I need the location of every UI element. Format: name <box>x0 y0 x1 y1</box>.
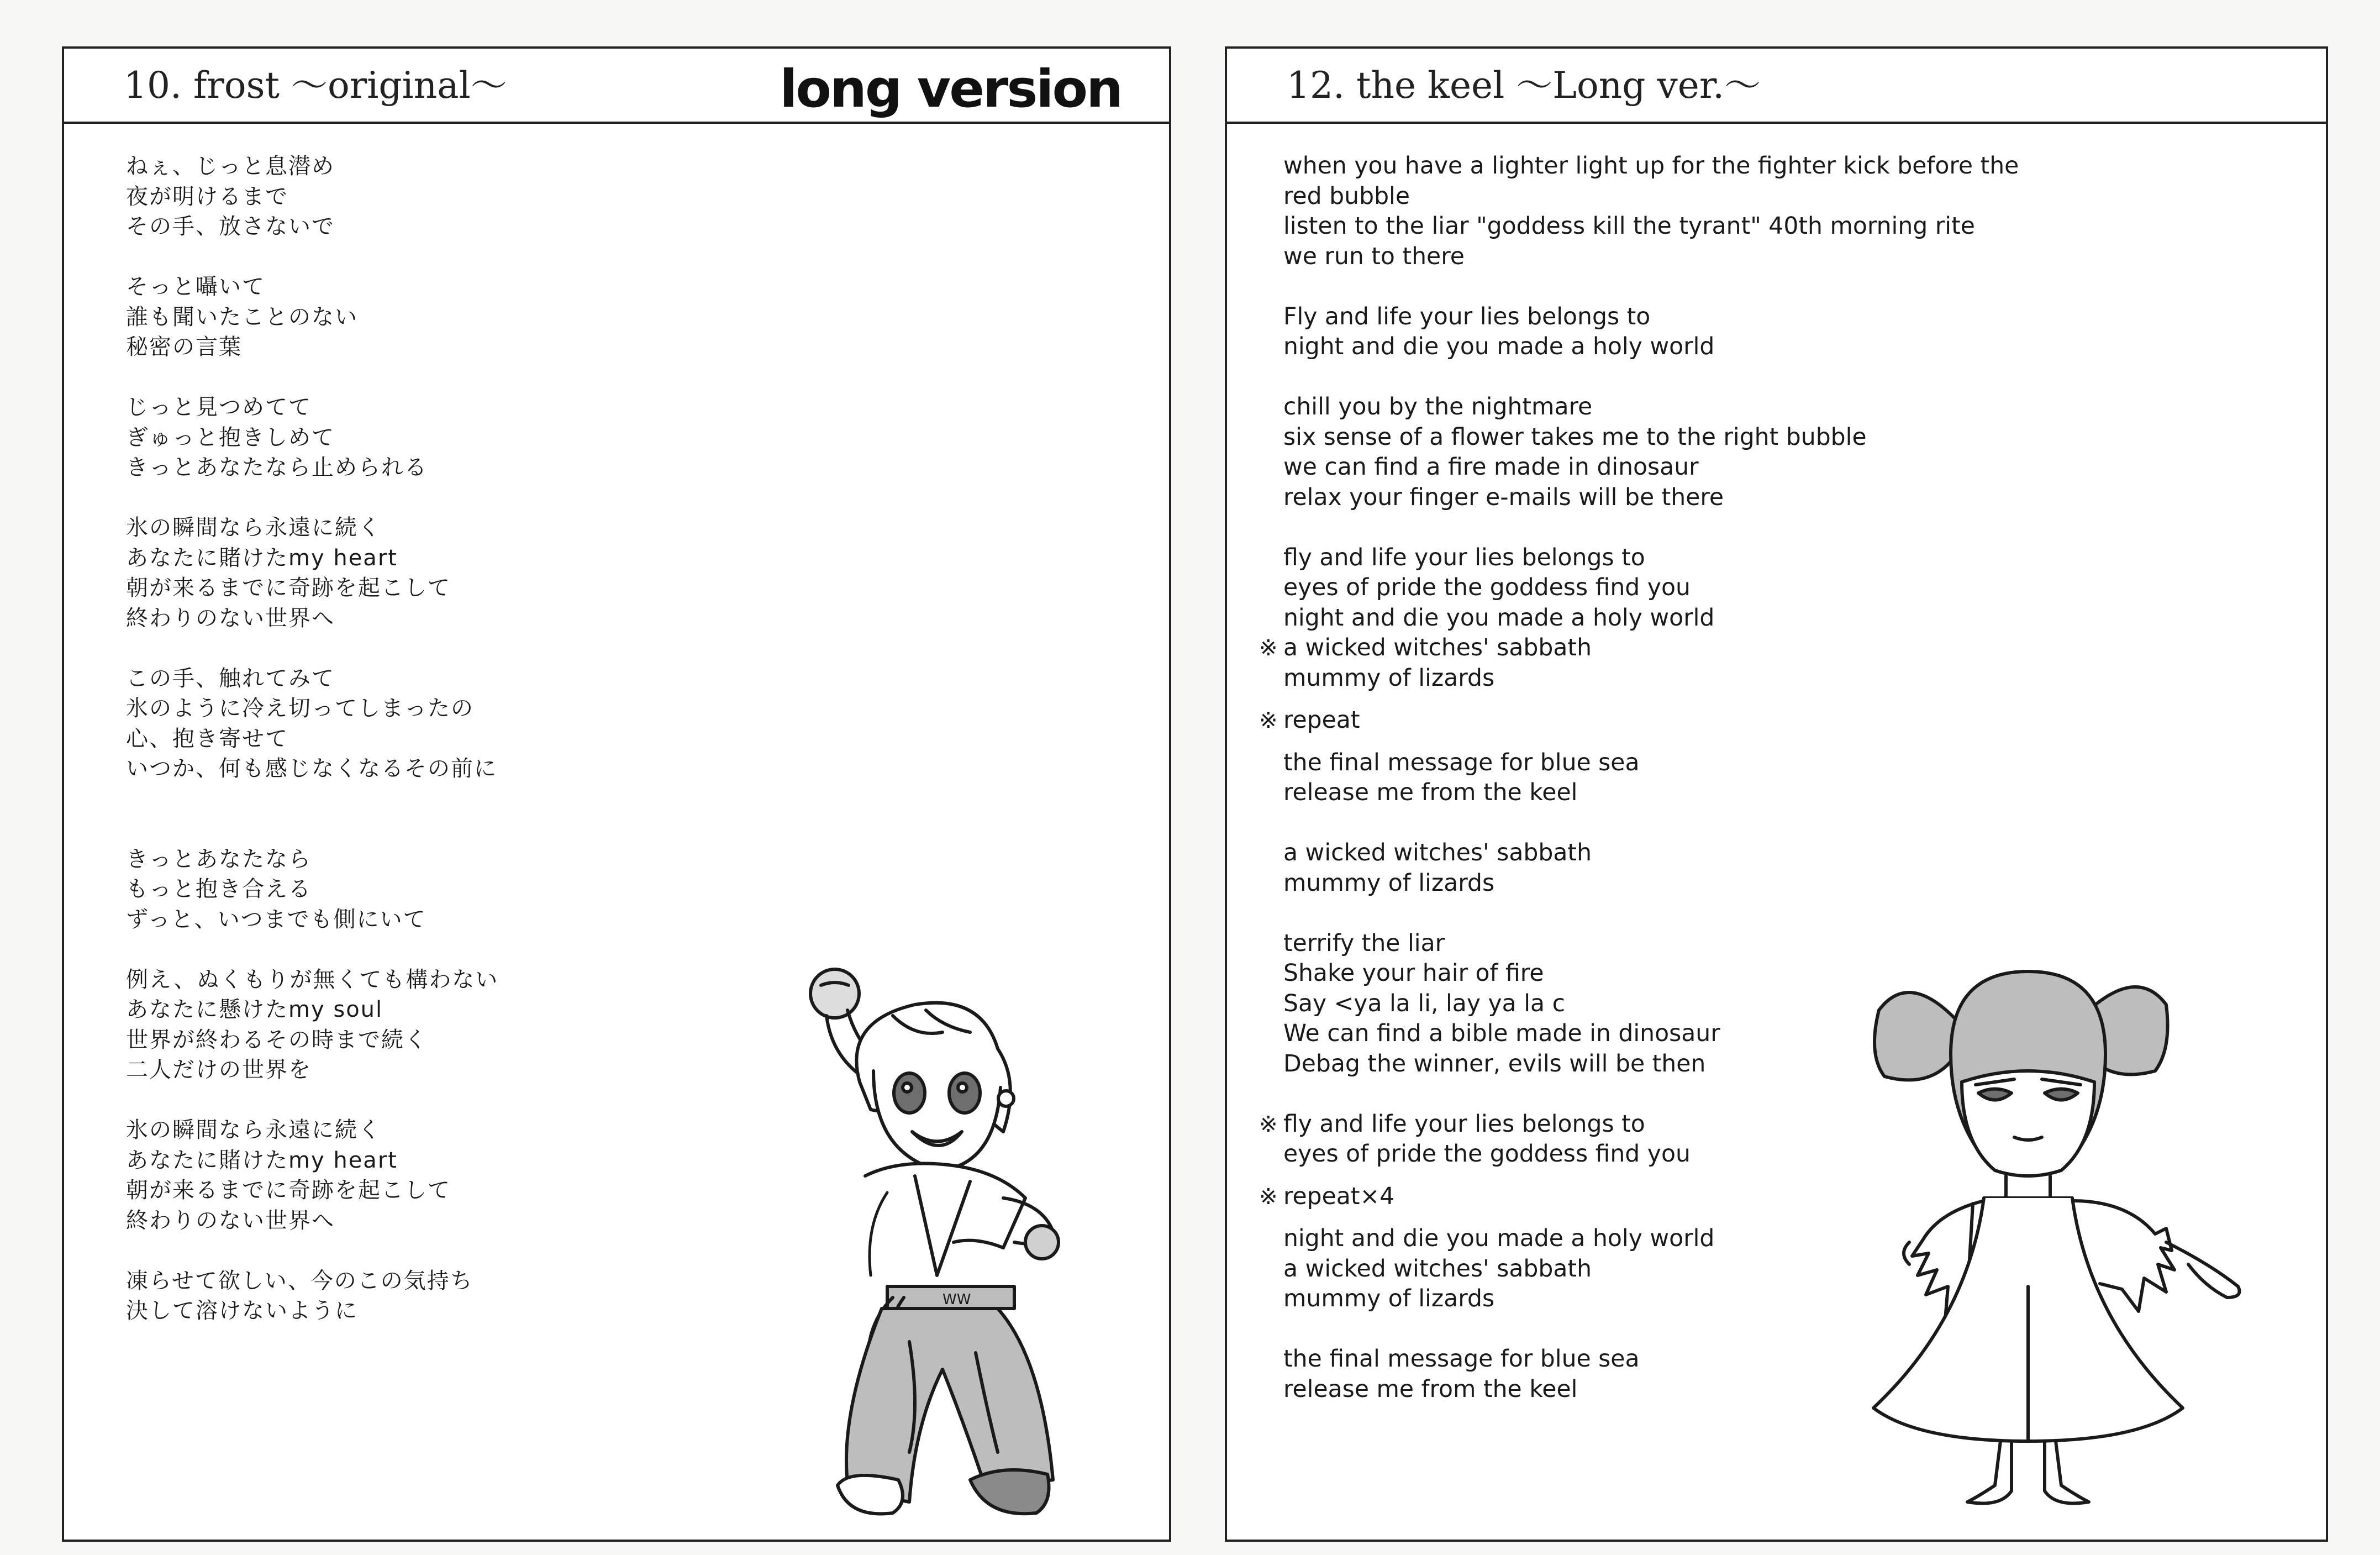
lyric-line: いつか、何も感じなくなるその前に <box>126 756 497 781</box>
lyric-text: night and die you made a holy world <box>1283 1225 1715 1252</box>
lyric-line <box>1283 212 2019 242</box>
lyric-stanza <box>126 1266 498 1326</box>
lyric-stanza <box>126 513 498 633</box>
lyric-stanza <box>1283 748 2019 808</box>
girl-character-illustration <box>1857 955 2277 1519</box>
lyric-line <box>1283 423 2019 453</box>
lyric-text: release me from the keel <box>1283 779 1578 806</box>
lyric-line <box>1283 869 2019 899</box>
lyric-line: 氷のように冷え切ってしまったの <box>126 696 474 721</box>
lyric-text: Say <ya la li, lay ya la c <box>1283 990 1565 1017</box>
reference-mark: ※ <box>1259 635 1278 661</box>
lyric-line: ねぇ、じっと息潜め <box>126 154 335 179</box>
lyric-text: a wicked witches' sabbath <box>1283 839 1592 866</box>
lyric-text: Shake your hair of fire <box>1283 960 1544 987</box>
lyric-line: じっと見つめてて <box>126 395 312 420</box>
left-page-header <box>64 49 1169 124</box>
lyric-line: 朝が来るまでに奇跡を起こして <box>126 1178 451 1203</box>
lyric-line: 凍らせて欲しい、今のこの気持ち <box>126 1268 473 1294</box>
lyric-stanza <box>126 392 498 483</box>
lyric-line: 氷の瞬間なら永遠に続く <box>126 1117 381 1143</box>
lyric-line: 朝が来るまでに奇跡を起こして <box>126 575 451 601</box>
left-lyrics-page <box>62 46 1171 1542</box>
lyric-text: fly and life your lies belongs to <box>1283 544 1645 571</box>
lyric-text: when you have a lighter light up for the fighter kick before the <box>1283 153 2019 180</box>
lyric-line <box>1283 302 2019 333</box>
reference-mark: ※ <box>1259 1111 1278 1137</box>
lyric-stanza <box>1283 302 2019 363</box>
lyric-stanza <box>126 664 498 784</box>
reference-mark: ※ <box>1259 708 1278 733</box>
lyric-line <box>1283 543 2019 574</box>
lyric-line <box>1283 778 2019 808</box>
lyric-text: chill you by the nightmare <box>1283 393 1593 421</box>
lyric-line <box>1283 748 2019 779</box>
lyric-line <box>1283 664 2019 694</box>
lyric-text: eyes of pride the goddess find you <box>1283 574 1691 601</box>
lyric-text: fly and life your lies belongs to <box>1283 1110 1645 1138</box>
lyric-text: red bubble <box>1283 182 1410 210</box>
lyric-line <box>1283 603 2019 634</box>
lyric-line <box>1283 332 2019 363</box>
lyric-text: Fly and life your lies belongs to <box>1283 303 1651 330</box>
lyric-line: 秘密の言葉 <box>126 334 242 360</box>
lyric-line: 氷の瞬間なら永遠に続く <box>126 515 381 540</box>
lyric-line: ぎゅっと抱きしめて <box>126 424 335 450</box>
repeat-label: repeat×4 <box>1283 1183 1395 1210</box>
lyric-line: 世界が終わるその時まで続く <box>126 1027 428 1053</box>
lyric-line <box>1283 242 2019 272</box>
lyric-text: mummy of lizards <box>1283 664 1495 692</box>
lyric-text: a wicked witches' sabbath <box>1283 634 1592 661</box>
lyric-line: あなたに賭けたmy heart <box>126 1147 398 1173</box>
lyric-text: release me from the keel <box>1283 1375 1578 1403</box>
lyric-line <box>1283 573 2019 603</box>
lyric-text: mummy of lizards <box>1283 869 1495 897</box>
lyric-text: six sense of a flower takes me to the right bubble <box>1283 423 1867 451</box>
lyric-text: night and die you made a holy world <box>1283 604 1715 632</box>
lyric-stanza <box>126 965 498 1085</box>
lyric-line: 例え、ぬくもりが無くても構わない <box>126 966 499 992</box>
lyric-line <box>1283 929 2019 959</box>
lyric-line: 誰も聞いたことのない <box>126 304 358 330</box>
lyric-text: night and die you made a holy world <box>1283 333 1715 360</box>
lyric-line: その手、放さないで <box>126 214 335 239</box>
lyric-line: この手、触れてみて <box>126 665 335 691</box>
lyric-text: terrify the liar <box>1283 929 1445 957</box>
long-version-badge: long version <box>780 59 1121 119</box>
lyric-text: we run to there <box>1283 243 1465 270</box>
repeat-label: repeat <box>1283 707 1360 734</box>
lyric-stanza <box>1283 151 2019 272</box>
lyric-text: relax your finger e-mails will be there <box>1283 484 1724 511</box>
lyric-line <box>1283 453 2019 483</box>
lyric-line: 二人だけの世界を <box>126 1057 312 1083</box>
lyric-line <box>1283 151 2019 182</box>
boy-character-illustration <box>782 955 1092 1535</box>
lyric-line <box>1283 483 2019 513</box>
lyric-line: 終わりのない世界へ <box>126 605 335 631</box>
lyric-line: もっと抱き合える <box>126 876 312 902</box>
belt-text: WW <box>942 1291 971 1308</box>
right-lyrics-page <box>1225 46 2328 1542</box>
lyric-text: the final message for blue sea <box>1283 1346 1640 1373</box>
song-title-frost: 10. frost ～original～ <box>124 64 507 107</box>
lyric-line <box>1283 182 2019 212</box>
lyric-text: a wicked witches' sabbath <box>1283 1255 1592 1283</box>
lyric-text: We can find a bible made in dinosaur <box>1283 1020 1720 1047</box>
lyric-line: 決して溶けないように <box>126 1298 358 1323</box>
lyric-line: きっとあなたなら止められる <box>126 455 428 480</box>
lyric-stanza <box>126 151 498 242</box>
repeat-marker <box>1259 706 2019 736</box>
lyric-text: we can find a fire made in dinosaur <box>1283 454 1699 481</box>
right-page-header <box>1227 49 2326 124</box>
lyric-line <box>1283 838 2019 869</box>
lyric-line <box>1283 392 2019 423</box>
lyric-line <box>1259 633 2019 664</box>
lyric-line: 心、抱き寄せて <box>126 726 288 752</box>
lyric-line: 終わりのない世界へ <box>126 1207 335 1233</box>
lyric-text: eyes of pride the goddess find you <box>1283 1141 1691 1168</box>
lyric-stanza <box>1283 392 2019 513</box>
lyric-line: ずっと、いつまでも側にいて <box>126 906 426 932</box>
lyric-line: そっと囁いて <box>126 274 265 300</box>
lyric-line: 夜が明けるまで <box>126 183 288 209</box>
lyric-line: あなたに賭けたmy heart <box>126 545 398 571</box>
lyric-stanza <box>126 844 498 935</box>
lyric-stanza <box>126 272 498 363</box>
lyric-text: Debag the winner, evils will be then <box>1283 1050 1706 1078</box>
song-title-the-keel: 12. the keel ～Long ver.～ <box>1287 64 1761 107</box>
reference-mark: ※ <box>1259 1184 1278 1210</box>
lyric-text: mummy of lizards <box>1283 1285 1495 1312</box>
lyric-stanza <box>1283 838 2019 899</box>
lyric-line: あなたに懸けたmy soul <box>126 997 383 1022</box>
lyric-stanza <box>126 1115 498 1236</box>
lyric-stanza <box>1259 543 2019 694</box>
lyric-line: きっとあなたなら <box>126 846 312 872</box>
frost-lyrics <box>126 151 498 1356</box>
lyric-text: the final message for blue sea <box>1283 749 1640 776</box>
lyric-text: listen to the liar "goddess kill the tyrant" 40th morning rite <box>1283 213 1975 240</box>
